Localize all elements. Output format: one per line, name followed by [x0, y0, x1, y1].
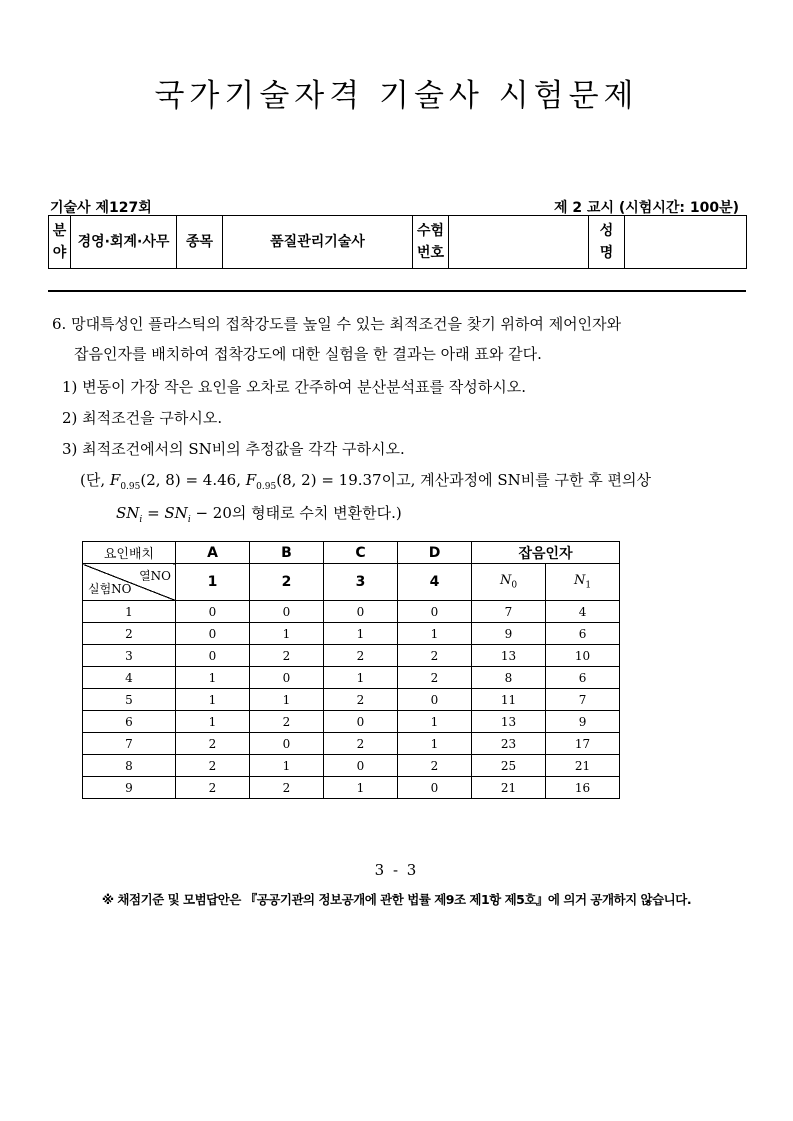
- table-cell: 8: [83, 755, 176, 777]
- table-cell: 0: [398, 777, 472, 799]
- column-no-label: 열NO: [139, 569, 171, 583]
- table-cell: 1: [83, 601, 176, 623]
- table-cell: 9: [546, 711, 620, 733]
- table-cell: 0: [176, 601, 250, 623]
- subquestion-2: 2) 최적조건을 구하시오.: [62, 409, 223, 427]
- table-cell: 1: [398, 623, 472, 645]
- factor-header: D: [398, 542, 472, 564]
- table-row: [83, 645, 620, 667]
- table-row: [83, 667, 620, 689]
- table-cell: 1: [176, 689, 250, 711]
- table-cell: 0: [250, 667, 324, 689]
- table-cell: 6: [546, 623, 620, 645]
- table-cell: 2: [250, 645, 324, 667]
- table-row: [83, 777, 620, 799]
- factor-header: A: [176, 542, 250, 564]
- noise-factor-header: 잡음인자: [472, 542, 620, 564]
- table-cell: 17: [546, 733, 620, 755]
- table-body: [83, 601, 620, 799]
- table-cell: 0: [324, 711, 398, 733]
- column-number: 1: [176, 564, 250, 601]
- table-cell: 1: [176, 667, 250, 689]
- question-note-2: $SN_i = SN_i - 20$의 형태로 수치 변환한다.): [116, 504, 402, 525]
- exam-info-table: [48, 215, 747, 269]
- disclosure-notice: ※ 채점기준 및 모범답안은 『공공기관의 정보공개에 관한 법률 제9조 제1항 제5호』에 의거 공개하지 않습니다.: [101, 892, 692, 907]
- table-cell: 0: [398, 689, 472, 711]
- table-cell: 1: [324, 667, 398, 689]
- table-row: [83, 689, 620, 711]
- table-row: [83, 711, 620, 733]
- noise-n0-header: $N_0$: [472, 564, 546, 601]
- table-cell: 1: [398, 733, 472, 755]
- table-cell: 1: [324, 777, 398, 799]
- table-cell: 0: [176, 645, 250, 667]
- table-cell: 2: [176, 755, 250, 777]
- exam-round: 기술사 제127회: [50, 200, 152, 216]
- question-note: (단, $F_{0.95}(2$, 8) = 4.46, $F_{0.95}(8$, 2) = 19.37이고, 계산과정에 SN비를 구한 후 편의상: [80, 471, 651, 492]
- table-cell: 13: [472, 711, 546, 733]
- page-number: 3 - 3: [374, 861, 419, 879]
- table-cell: 23: [472, 733, 546, 755]
- item-label: 종목: [177, 216, 223, 269]
- factor-header: C: [324, 542, 398, 564]
- table-cell: 25: [472, 755, 546, 777]
- table-cell: 21: [546, 755, 620, 777]
- exam-session: 제 2 교시 (시험시간: 100분): [553, 200, 739, 216]
- table-cell: 11: [472, 689, 546, 711]
- table-cell: 0: [398, 601, 472, 623]
- table-cell: 0: [324, 601, 398, 623]
- exam-number-label: 수험번호: [413, 216, 449, 269]
- factor-header: B: [250, 542, 324, 564]
- experiment-table: [82, 541, 620, 799]
- table-cell: 2: [176, 777, 250, 799]
- table-cell: 0: [324, 755, 398, 777]
- table-cell: 0: [176, 623, 250, 645]
- name-label: 성명: [589, 216, 625, 269]
- table-cell: 4: [546, 601, 620, 623]
- table-cell: 1: [250, 623, 324, 645]
- table-cell: 4: [83, 667, 176, 689]
- table-cell: 2: [83, 623, 176, 645]
- table-cell: 0: [250, 733, 324, 755]
- table-cell: 3: [83, 645, 176, 667]
- table-cell: 21: [472, 777, 546, 799]
- table-row: [83, 733, 620, 755]
- experiment-no-label: 실험NO: [88, 582, 132, 596]
- table-cell: 2: [176, 733, 250, 755]
- corner-label: 요인배치: [83, 542, 176, 564]
- table-row: [83, 601, 620, 623]
- table-cell: 6: [83, 711, 176, 733]
- subquestion-3: 3) 최적조건에서의 SN비의 추정값을 각각 구하시오.: [62, 440, 405, 458]
- table-cell: 7: [546, 689, 620, 711]
- table-cell: 7: [83, 733, 176, 755]
- field-value: 경영·회계·사무: [71, 216, 177, 269]
- table-cell: 10: [546, 645, 620, 667]
- divider: [48, 290, 746, 292]
- question-line-2: 잡음인자를 배치하여 접착강도에 대한 실험을 한 결과는 아래 표와 같다.: [74, 345, 542, 363]
- page-title: 국가기술자격 기술사 시험문제: [154, 78, 639, 114]
- column-number: 3: [324, 564, 398, 601]
- table-cell: 2: [324, 645, 398, 667]
- table-cell: 2: [398, 645, 472, 667]
- table-cell: 1: [250, 755, 324, 777]
- item-value: 품질관리기술사: [223, 216, 413, 269]
- exam-number-field[interactable]: [449, 216, 589, 269]
- table-cell: 2: [250, 711, 324, 733]
- diagonal-header-cell: [83, 564, 176, 601]
- subquestion-1: 1) 변동이 가장 작은 요인을 오차로 간주하여 분산분석표를 작성하시오.: [62, 378, 527, 396]
- table-cell: 5: [83, 689, 176, 711]
- field-label: 분야: [49, 216, 71, 269]
- table-cell: 13: [472, 645, 546, 667]
- table-cell: 1: [176, 711, 250, 733]
- question-line-1: 6. 망대특성인 플라스틱의 접착강도를 높일 수 있는 최적조건을 찾기 위하여 제어인자와: [52, 315, 622, 333]
- table-cell: 0: [250, 601, 324, 623]
- table-cell: 1: [324, 623, 398, 645]
- name-field[interactable]: [625, 216, 747, 269]
- table-cell: 2: [398, 755, 472, 777]
- table-cell: 1: [398, 711, 472, 733]
- noise-n1-header: $N_1$: [546, 564, 620, 601]
- table-cell: 9: [472, 623, 546, 645]
- table-cell: 1: [250, 689, 324, 711]
- table-cell: 6: [546, 667, 620, 689]
- table-cell: 7: [472, 601, 546, 623]
- table-row: [83, 755, 620, 777]
- column-number: 2: [250, 564, 324, 601]
- table-cell: 2: [250, 777, 324, 799]
- table-row: [83, 623, 620, 645]
- table-cell: 2: [324, 733, 398, 755]
- table-cell: 2: [324, 689, 398, 711]
- column-number: 4: [398, 564, 472, 601]
- table-cell: 16: [546, 777, 620, 799]
- table-cell: 2: [398, 667, 472, 689]
- table-cell: 9: [83, 777, 176, 799]
- table-cell: 8: [472, 667, 546, 689]
